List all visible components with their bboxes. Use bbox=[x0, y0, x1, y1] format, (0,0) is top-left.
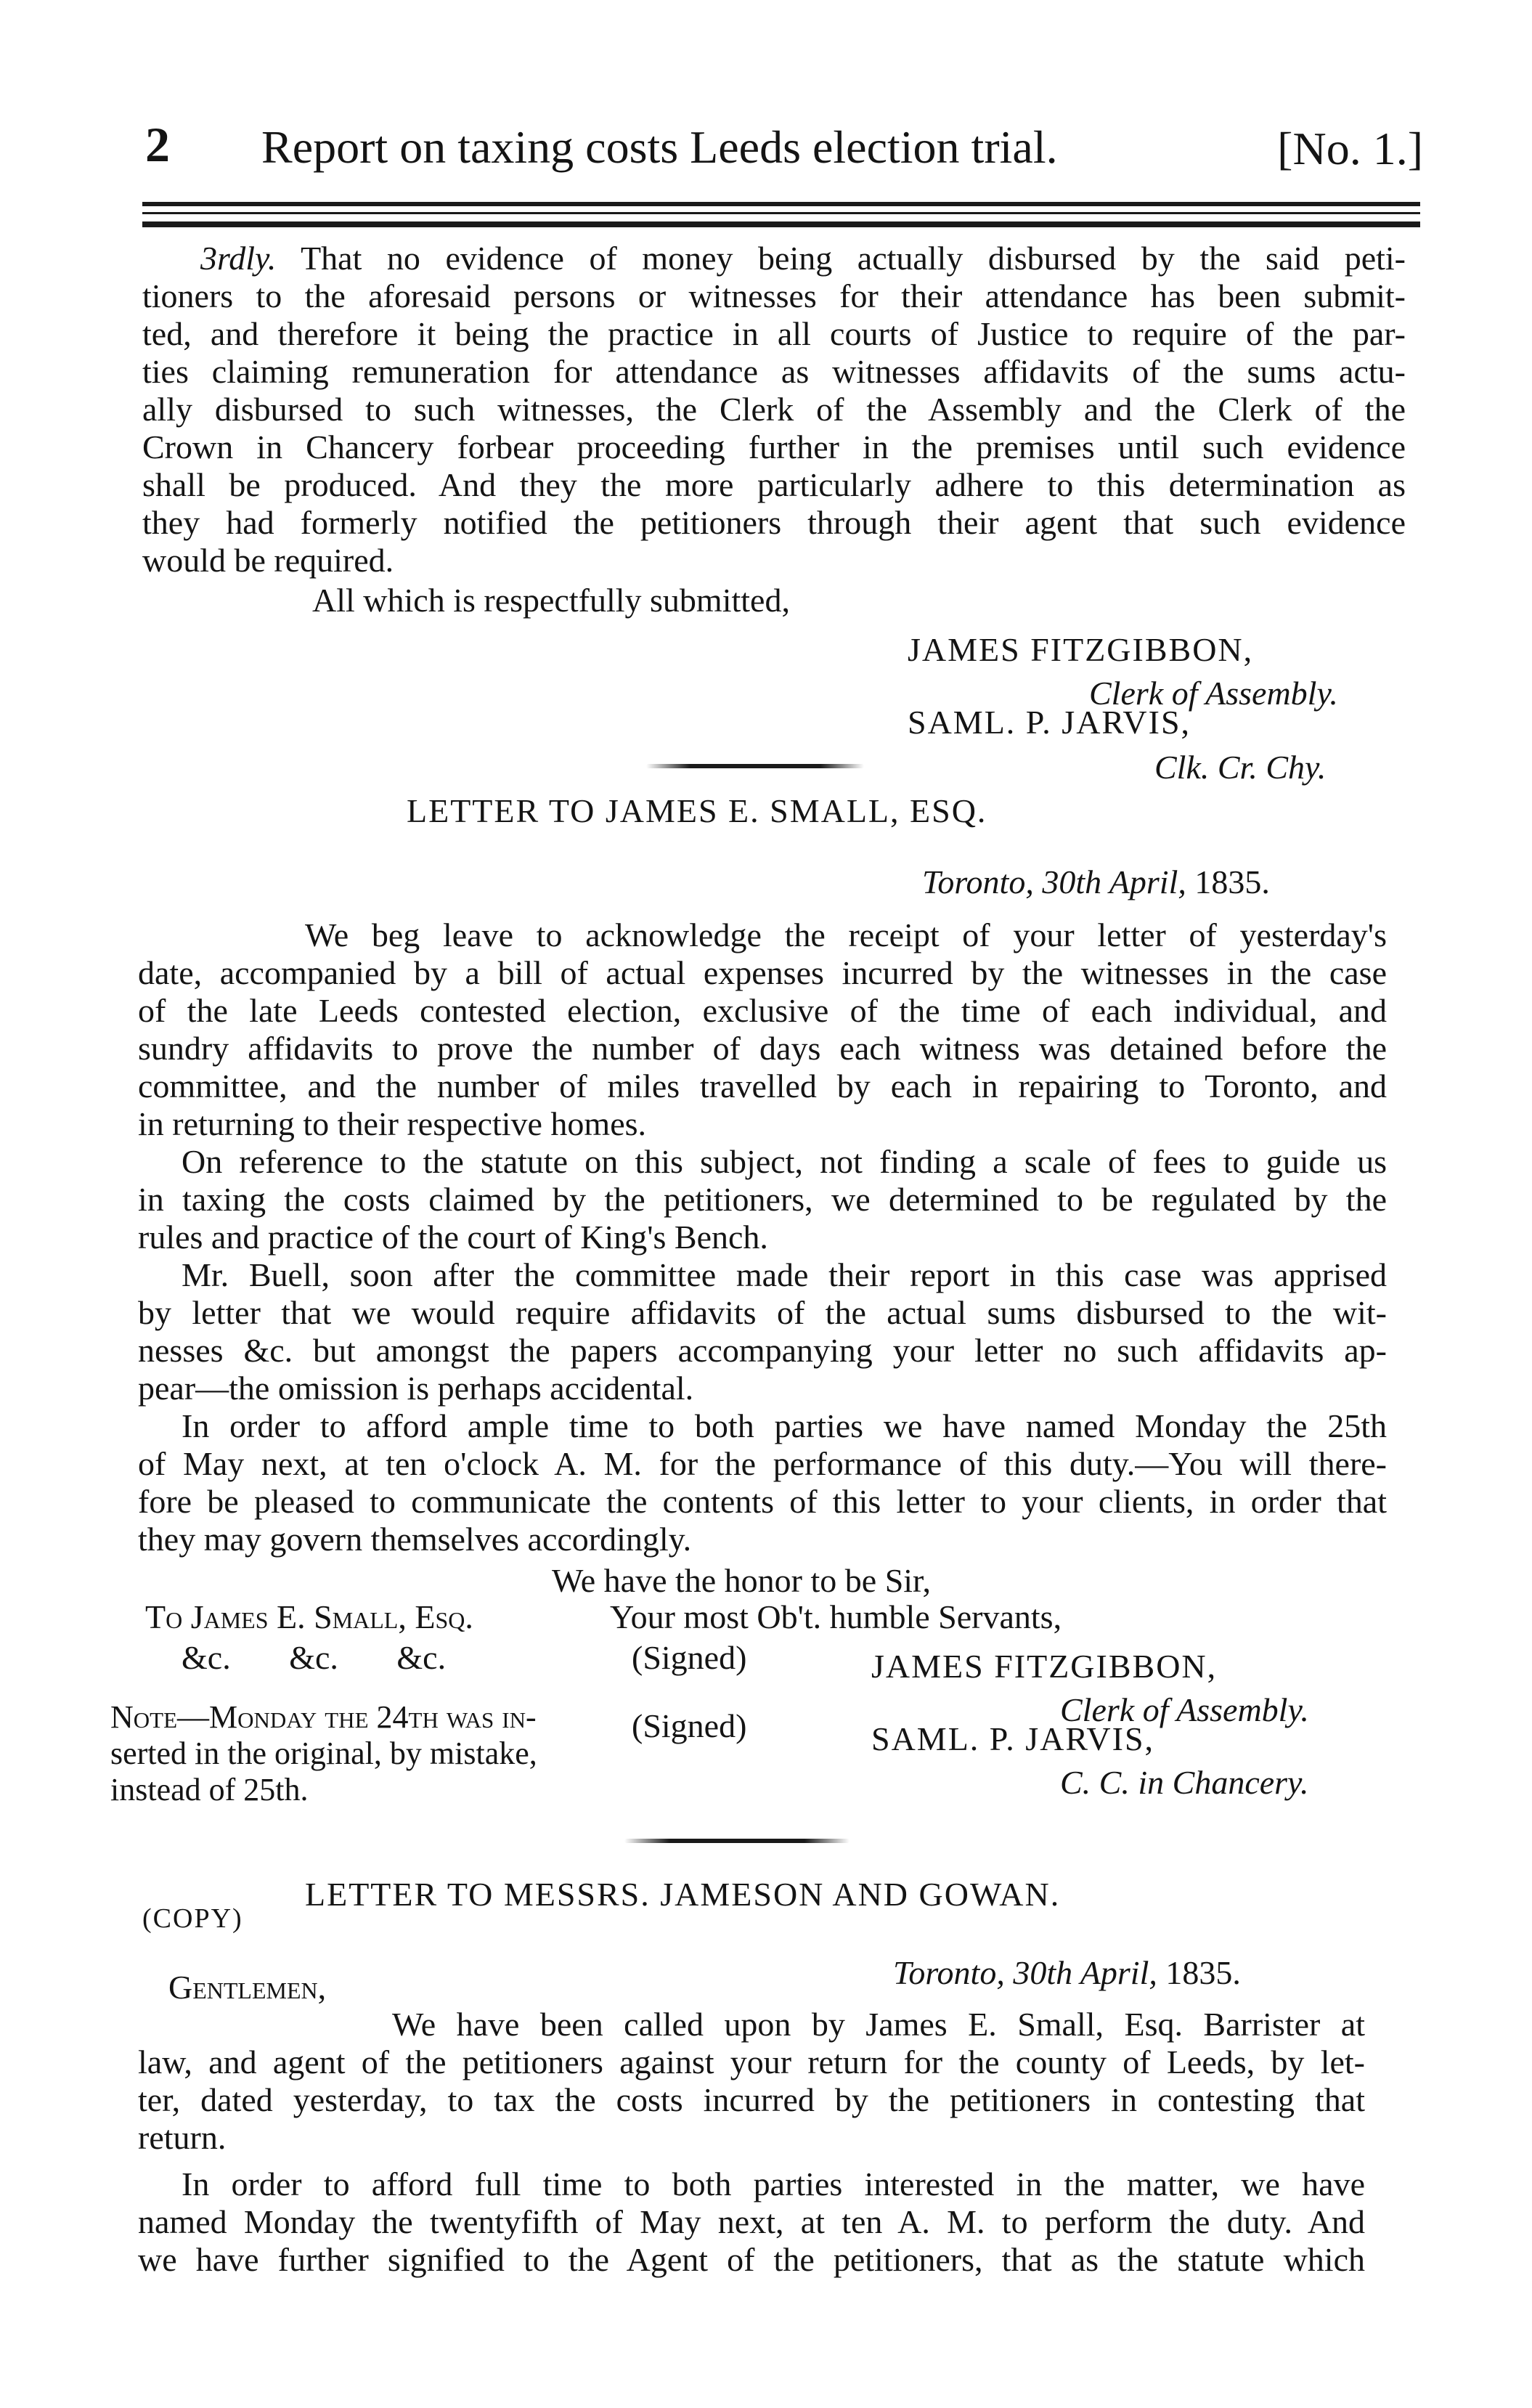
servants-line: Your most Ob't. humble Servants, bbox=[610, 1598, 1062, 1635]
closing-line: All which is respectfully submitted, bbox=[312, 582, 790, 619]
thirdly-lead: 3rdly. bbox=[200, 240, 277, 277]
letter1-paragraph-3: Mr. Buell, soon after the committee made their report in this case was apprised by letter that we would require affidavits of the actual sums disbursed to the wit- nesses &c. but amongst the papers accompanying your letter no such affidavits ap- pear—the omission is perhaps accidental. bbox=[138, 1256, 1387, 1407]
header-rule-bottom bbox=[142, 221, 1420, 227]
letter1-signer-jarvis: SAML. P. JARVIS, bbox=[871, 1720, 1155, 1757]
letter1-addressee: To James E. Small, Esq. bbox=[145, 1598, 473, 1635]
section-divider-2 bbox=[624, 1839, 849, 1843]
header-rule-thick bbox=[142, 202, 1420, 206]
complimentary-close: We have the honor to be Sir, bbox=[552, 1562, 932, 1599]
signer-name-jarvis: SAML. P. JARVIS, bbox=[908, 704, 1191, 741]
page-title: Report on taxing costs Leeds election trial. bbox=[261, 121, 1058, 173]
letter1-dateline: Toronto, 30th April, 1835. bbox=[922, 863, 1270, 900]
note-block: Note—Monday the 24th was in- serted in the original, by mistake, instead of 25th. bbox=[110, 1699, 537, 1807]
signer-name-fitzgibbon: JAMES FITZGIBBON, bbox=[908, 631, 1254, 668]
letter2-paragraph-1: We have been called upon by James E. Small, Esq. Barrister at law, and agent of the petitioners against your return for the county of Leeds, by let- ter, dated yesterday, to tax the costs incurred by the petitioners in contesting that return. bbox=[138, 2006, 1365, 2156]
signer-title-assembly: Clerk of Assembly. bbox=[1089, 675, 1338, 712]
letter1-paragraph-4: In order to afford ample time to both parties we have named Monday the 25th of May next, at ten o'clock A. M. for the performance of this duty.—You will there- fore be pleased to communicate the contents of this letter to your clients, in order that they may govern themselves accordingly. bbox=[138, 1407, 1387, 1558]
header-rule-thin bbox=[142, 212, 1420, 214]
letter2-dateline: Toronto, 30th April, 1835. bbox=[893, 1954, 1241, 1991]
page-header bbox=[145, 116, 1423, 203]
letter1-paragraph-2: On reference to the statute on this subject, not finding a scale of fees to guide us in taxing the costs claimed by the petitioners, we determined to be regulated by the rules and practice of the court of King's Bench. bbox=[138, 1143, 1387, 1256]
letter1-signer-fitzgibbon: JAMES FITZGIBBON, bbox=[871, 1648, 1218, 1685]
letter1-etc: &c. &c. &c. bbox=[182, 1639, 447, 1676]
letter1-heading: LETTER TO JAMES E. SMALL, ESQ. bbox=[407, 792, 987, 829]
thirdly-paragraph: 3rdly. That no evidence of money being actually disbursed by the said peti- tioners to the aforesaid persons or witnesses for their attendance has been submit- ted, and therefore it being the practice in all courts of Justice to require of the par- ties claiming remuneration for attendance as witnesses affidavits of the sums actu- ally disbursed to such witnesses, the Clerk of the Assembly and the Clerk of the Crown in Chancery forbear proceeding further in the premises until such evidence shall be produced. And they the more particularly adhere to this determination as they had formerly notified the petitioners through their agent that such evidence would be required. bbox=[142, 240, 1406, 579]
signed-label-2: (Signed) bbox=[632, 1707, 747, 1744]
letter2-heading: LETTER TO MESSRS. JAMESON AND GOWAN. bbox=[305, 1876, 1061, 1913]
section-divider bbox=[646, 764, 864, 768]
copy-label: (COPY) bbox=[142, 1903, 243, 1934]
letter2-salutation: Gentlemen, bbox=[168, 1969, 327, 2006]
signed-label-1: (Signed) bbox=[632, 1639, 747, 1676]
letter2-paragraph-2: In order to afford full time to both parties interested in the matter, we have named Monday the twentyfifth of May next, at ten A. M. to perform the duty. And we have further signified to the Agent of the petitioners, that as the statute which bbox=[138, 2165, 1365, 2278]
letter1-signer-title-assembly: Clerk of Assembly. bbox=[1060, 1691, 1309, 1728]
report-number: [No. 1.] bbox=[1277, 123, 1423, 174]
letter1-signer-title-chancery: C. C. in Chancery. bbox=[1060, 1764, 1309, 1801]
page-number: 2 bbox=[145, 117, 170, 172]
signer-title-crown: Clk. Cr. Chy. bbox=[1154, 749, 1327, 786]
letter1-paragraph-1: We beg leave to acknowledge the receipt of your letter of yesterday's date, accompanied by a bill of actual expenses incurred by the witnesses in the case of the late Leeds contested election, exclusive of the time of each individual, and sundry affidavits to prove the number of days each witness was detained before the committee, and the number of miles travelled by each in repairing to Toronto, and in returning to their respective homes. bbox=[138, 916, 1387, 1142]
